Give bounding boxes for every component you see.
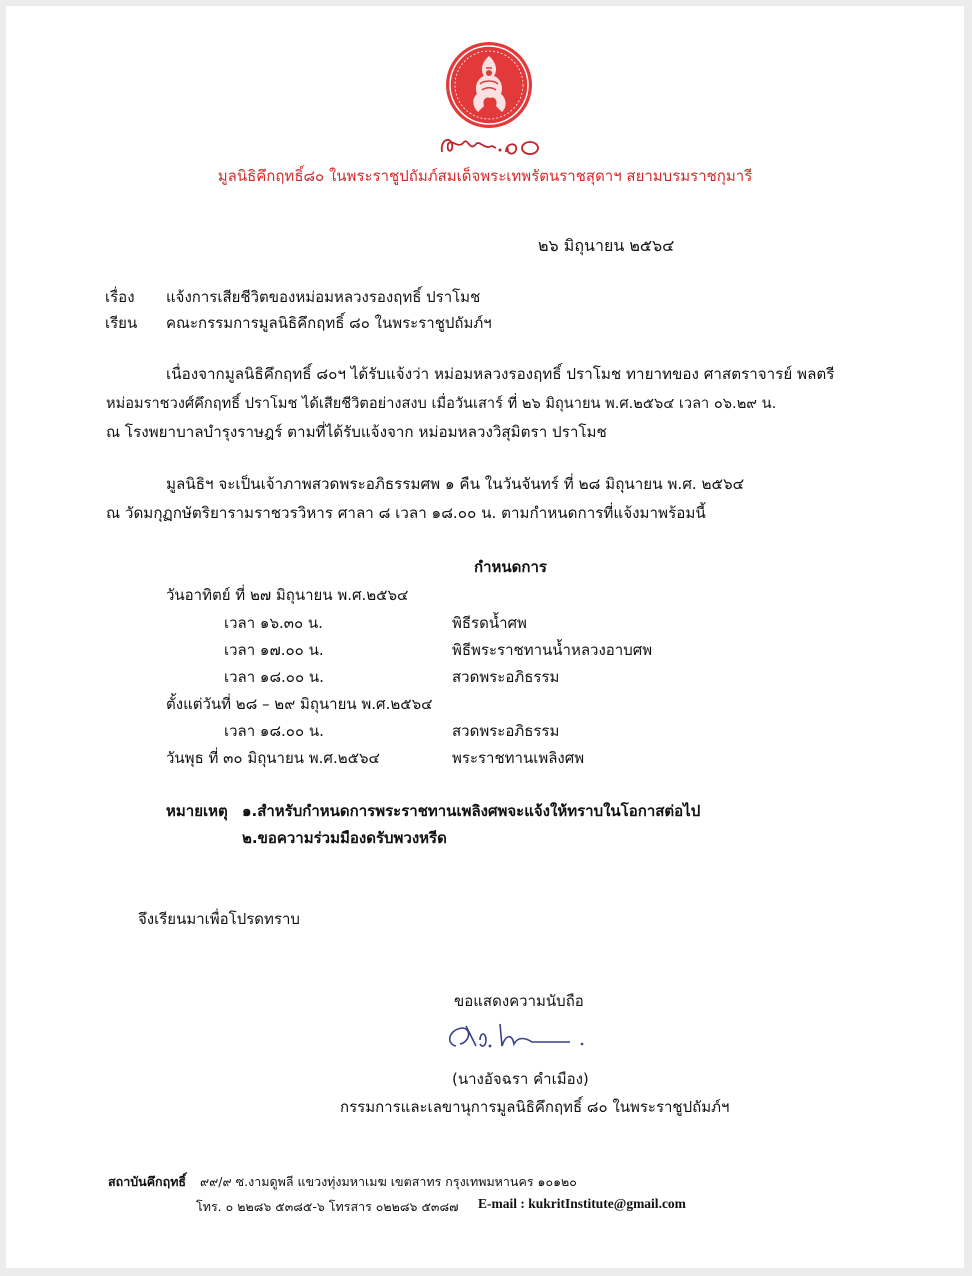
schedule-day3: วันพุธ ที่ ๓๐ มิถุนายน พ.ศ.๒๕๖๔: [166, 749, 380, 767]
remarks-label: หมายเหตุ: [166, 802, 228, 820]
handwritten-signature: [436, 1016, 606, 1058]
schedule-event: พิธีพระราชทานน้ำหลวงอาบศพ: [452, 641, 653, 659]
schedule-day1: วันอาทิตย์ ที่ ๒๗ มิถุนายน พ.ศ.๒๕๖๔: [166, 586, 409, 604]
to-label: เรียน: [105, 314, 138, 332]
subject-label: เรื่อง: [105, 288, 135, 306]
logo-signature: [436, 130, 544, 160]
subject-text: แจ้งการเสียชีวิตของหม่อมหลวงรองฤทธิ์ ปราโมช: [166, 288, 481, 306]
foundation-seal-icon: [444, 40, 534, 130]
para1-line1: เนื่องจากมูลนิธิคึกฤทธิ์ ๘๐ฯ ได้รับแจ้งว่า หม่อมหลวงรองฤทธิ์ ปราโมช ทายาทของ ศาสตราจารย์ พลตรี: [166, 365, 835, 383]
footer-email[interactable]: E-mail : kukritInstitute@gmail.com: [478, 1196, 686, 1211]
closing-text: จึงเรียนมาเพื่อโปรดทราบ: [138, 910, 300, 928]
schedule-day2: ตั้งแต่วันที่ ๒๘ – ๒๙ มิถุนายน พ.ศ.๒๕๖๔: [166, 695, 433, 713]
footer-institute-label: สถาบันคึกฤทธิ์: [108, 1174, 187, 1189]
regards-text: ขอแสดงความนับถือ: [454, 992, 584, 1010]
remark-2: ๒.ขอความร่วมมืองดรับพวงหรีด: [242, 829, 447, 847]
signer-name: (นางอัจฉรา คำเมือง): [452, 1070, 589, 1088]
schedule-event: พระราชทานเพลิงศพ: [452, 749, 585, 767]
schedule-time: เวลา ๑๖.๓๐ น.: [224, 614, 323, 632]
footer-address: ๙๙/๙ ซ.งามดูพลี แขวงทุ่งมหาเมฆ เขตสาทร กรุงเทพมหานคร ๑๐๑๒๐: [200, 1174, 577, 1189]
to-text: คณะกรรมการมูลนิธิคึกฤทธิ์ ๘๐ ในพระราชูปถัมภ์ฯ: [166, 314, 492, 332]
schedule-time: เวลา ๑๘.๐๐ น.: [224, 668, 324, 686]
schedule-title: กำหนดการ: [474, 558, 547, 576]
schedule-time: เวลา ๑๗.๐๐ น.: [224, 641, 324, 659]
para2-line2: ณ วัดมกุฏกษัตริยารามราชวรวิหาร ศาลา ๘ เวลา ๑๘.๐๐ น. ตามกำหนดการที่แจ้งมาพร้อมนี้: [106, 504, 706, 522]
schedule-event: สวดพระอภิธรรม: [452, 668, 560, 686]
remark-1: ๑.สำหรับกำหนดการพระราชทานเพลิงศพจะแจ้งให้ทราบในโอกาสต่อไป: [242, 802, 701, 820]
para1-line3: ณ โรงพยาบาลบำรุงราษฎร์ ตามที่ได้รับแจ้งจาก หม่อมหลวงวิสุมิตรา ปราโมช: [106, 423, 607, 441]
footer-phone: โทร. ๐ ๒๒๘๖ ๕๓๘๕-๖ โทรสาร ๐๒๒๘๖ ๕๓๘๗: [196, 1199, 459, 1214]
schedule-time: เวลา ๑๘.๐๐ น.: [224, 722, 324, 740]
signer-title: กรรมการและเลขานุการมูลนิธิคึกฤทธิ์ ๘๐ ในพระราชูปถัมภ์ฯ: [340, 1098, 730, 1116]
letter-page: [6, 6, 964, 1268]
schedule-event: สวดพระอภิธรรม: [452, 722, 560, 740]
foundation-name: มูลนิธิคึกฤทธิ์๘๐ ในพระราชูปถัมภ์สมเด็จพระเทพรัตนราชสุดาฯ สยามบรมราชกุมารี: [217, 167, 753, 185]
letter-date: ๒๖ มิถุนายน ๒๕๖๔: [538, 236, 675, 255]
schedule-event: พิธีรดน้ำศพ: [452, 614, 527, 632]
para2-line1: มูลนิธิฯ จะเป็นเจ้าภาพสวดพระอภิธรรมศพ ๑ คืน ในวันจันทร์ ที่ ๒๘ มิถุนายน พ.ศ. ๒๕๖๔: [166, 475, 745, 493]
para1-line2: หม่อมราชวงศ์คึกฤทธิ์ ปราโมช ได้เสียชีวิตอย่างสงบ เมื่อวันเสาร์ ที่ ๒๖ มิถุนายน พ.ศ.๒๕๖๔ เวลา ๐๖.๒๙ น.: [106, 395, 777, 412]
